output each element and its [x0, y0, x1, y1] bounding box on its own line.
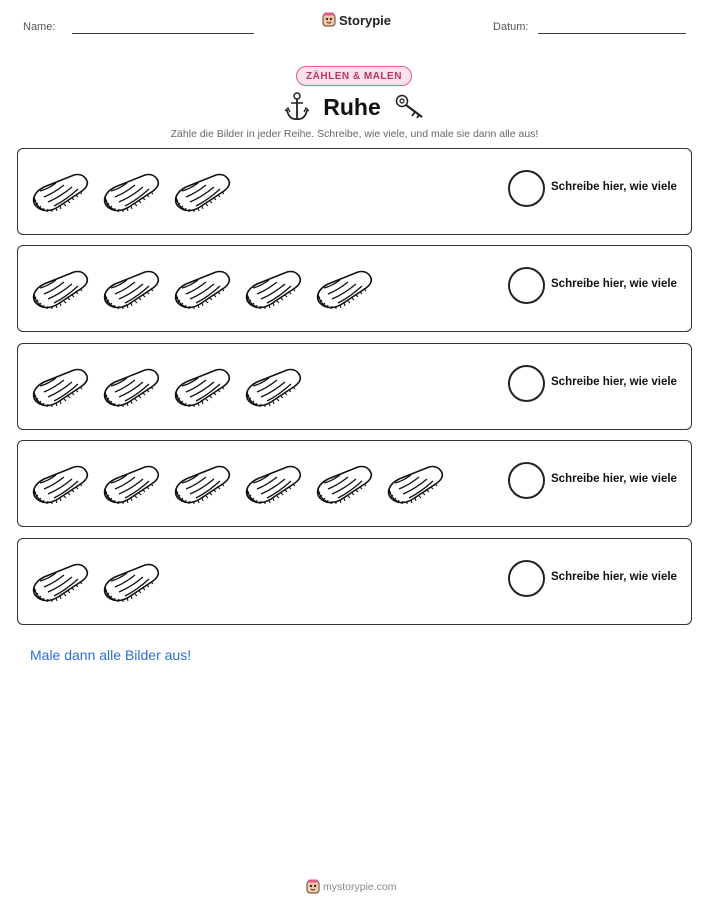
counting-row: [17, 538, 692, 625]
storypie-mascot-icon: [306, 879, 320, 895]
storypie-logo: [322, 12, 391, 28]
answer-circle[interactable]: [508, 365, 545, 402]
counting-row: [17, 440, 692, 527]
instructions: Zähle die Bilder in jeder Reihe. Schreibe, wie viele, und male sie dann alle aus!: [170, 128, 539, 140]
answer-circle[interactable]: [508, 462, 545, 499]
blanket-icon: [101, 459, 163, 507]
blanket-icon: [101, 557, 163, 605]
blanket-icon: [30, 459, 92, 507]
blanket-icon: [172, 264, 234, 312]
date-field[interactable]: [538, 33, 686, 34]
answer-circle[interactable]: [508, 170, 545, 207]
answer-label: Schreibe hier, wie viele: [551, 376, 677, 388]
title-row: [280, 90, 430, 124]
footer-note: Male dann alle Bilder aus!: [30, 647, 192, 663]
storypie-mascot-icon: [322, 12, 336, 28]
blanket-icon: [385, 459, 447, 507]
counting-row: [17, 148, 692, 235]
key-icon: [395, 94, 425, 120]
answer-circle[interactable]: [508, 560, 545, 597]
blanket-icon: [101, 362, 163, 410]
answer-circle[interactable]: [508, 267, 545, 304]
answer-label: Schreibe hier, wie viele: [551, 278, 677, 290]
blanket-icon: [243, 362, 305, 410]
blanket-icon: [172, 362, 234, 410]
blanket-icon: [243, 264, 305, 312]
blanket-icon: [243, 459, 305, 507]
blanket-icon: [30, 167, 92, 215]
answer-label: Schreibe hier, wie viele: [551, 181, 677, 193]
brand-name: Storypie: [339, 12, 392, 28]
blanket-icon: [314, 459, 376, 507]
blanket-icon: [314, 264, 376, 312]
name-label: Name:: [23, 21, 56, 33]
blanket-icon: [101, 264, 163, 312]
date-label: Datum:: [493, 21, 529, 33]
footer-logo: [306, 879, 397, 895]
blanket-icon: [101, 167, 163, 215]
blanket-icon: [30, 362, 92, 410]
blanket-icon: [172, 167, 234, 215]
answer-label: Schreibe hier, wie viele: [551, 571, 677, 583]
category-badge: ZÄHLEN & MALEN: [296, 66, 412, 86]
page-title: Ruhe: [323, 93, 381, 120]
blanket-icon: [172, 459, 234, 507]
answer-label: Schreibe hier, wie viele: [551, 473, 677, 485]
counting-row: [17, 245, 692, 332]
blanket-icon: [30, 264, 92, 312]
anchor-icon: [285, 92, 309, 122]
blanket-icon: [30, 557, 92, 605]
footer-url: mystorypie.com: [323, 881, 397, 893]
counting-row: [17, 343, 692, 430]
name-field[interactable]: [72, 33, 254, 34]
